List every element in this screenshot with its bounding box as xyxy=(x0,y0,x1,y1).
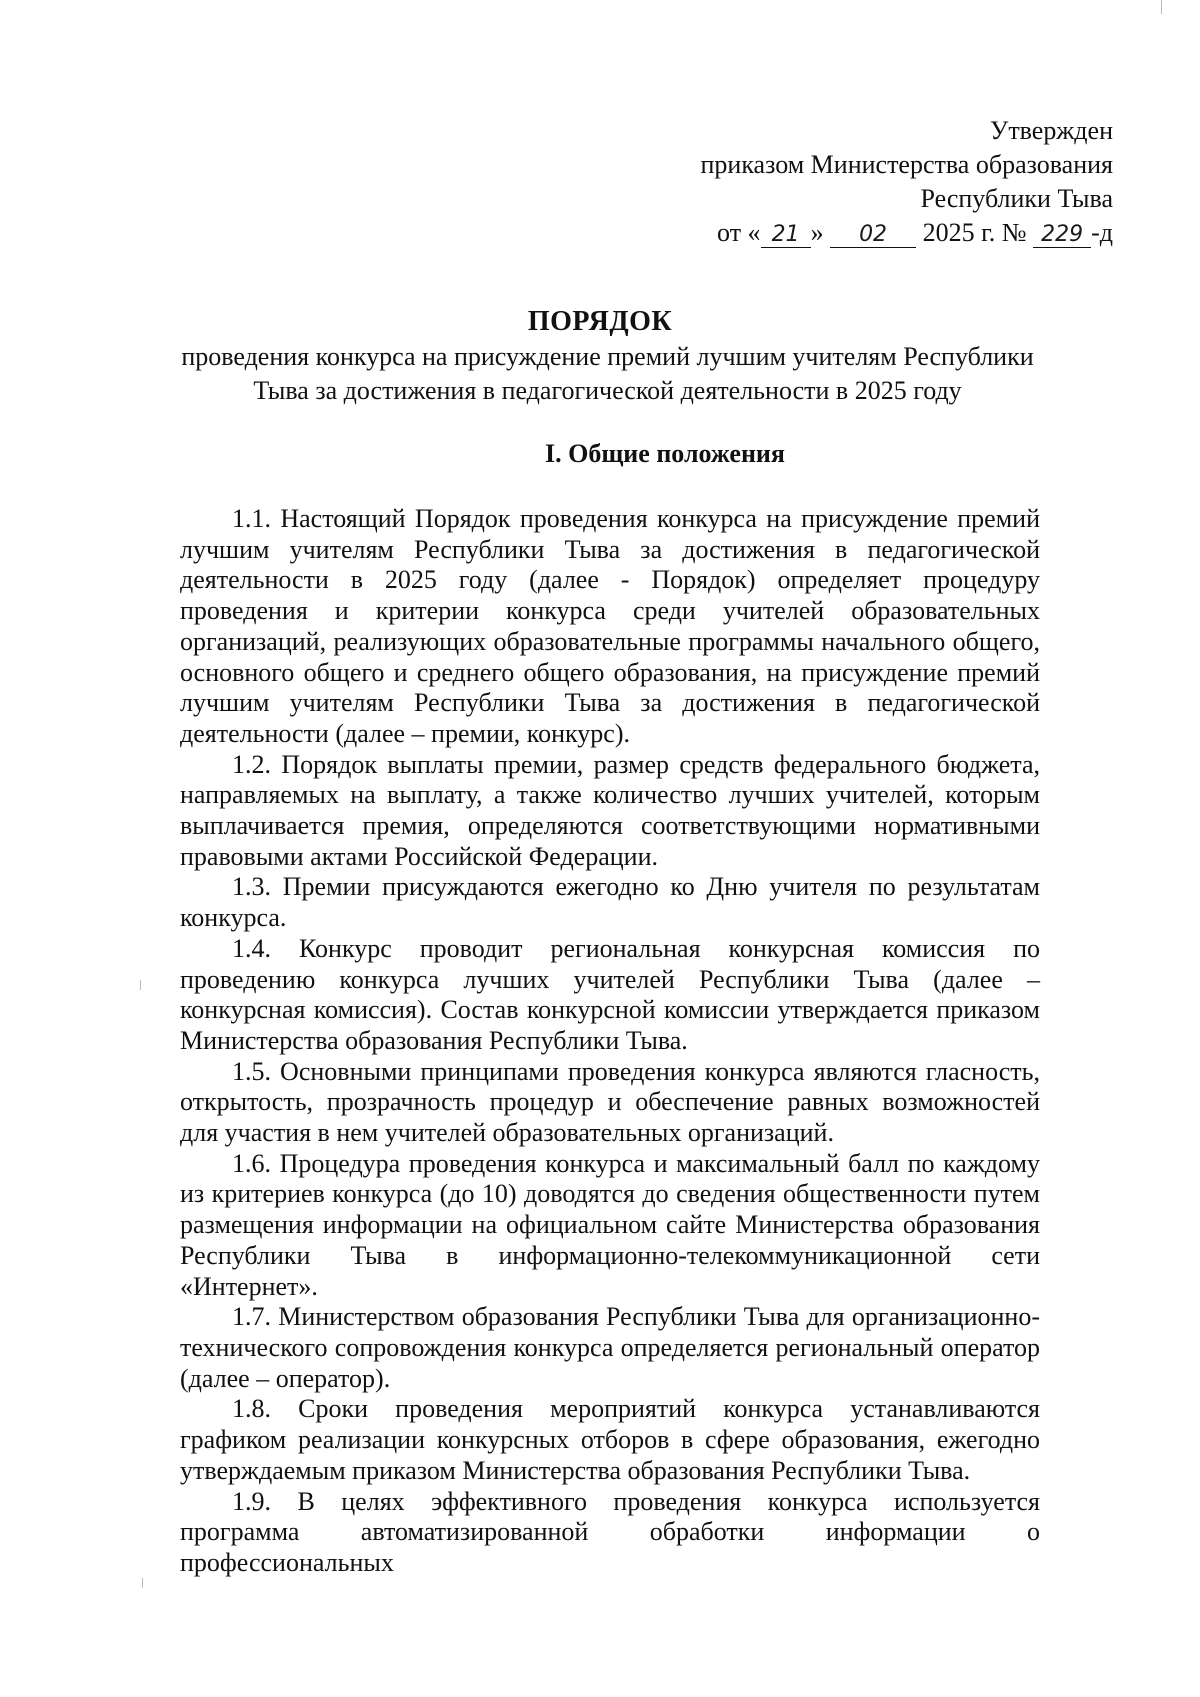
paragraph-1-5: 1.5. Основными принципами проведения конкурса являются гласность, открытость, прозрачность процедур и обеспечение равных возможностей для участия в нем учителей образовательных организаций. xyxy=(180,1056,1040,1148)
document-title: ПОРЯДОК xyxy=(527,306,673,337)
order-number-suffix: -д xyxy=(1091,218,1113,247)
paragraph-1-9: 1.9. В целях эффективного проведения конкурса используется программа автоматизированной обработки информации о профессиональных xyxy=(180,1486,1040,1577)
handwritten-order-number: 229 xyxy=(1033,223,1091,248)
paragraph-1-4: 1.4. Конкурс проводит региональная конкурсная комиссия по проведению конкурса лучших учителей Республики Тыва (далее – конкурсная комиссия). Состав конкурсной комиссии утверждается приказом Министерства образования Республики Тыва. xyxy=(180,933,1040,1055)
scan-mark xyxy=(140,980,141,990)
date-year-number-label: 2025 г. № xyxy=(922,218,1027,247)
handwritten-day: 21 xyxy=(761,223,811,248)
paragraph-1-3: 1.3. Премии присуждаются ежегодно ко Дню учителя по результатам конкурса. xyxy=(180,872,1040,933)
document-subtitle: проведения конкурса на присуждение премий лучшим учителям Республики Тыва за достижения в педагогической деятельности в 2025 году xyxy=(181,342,1034,405)
paragraph-1-1: 1.1. Настоящий Порядок проведения конкурса на присуждение премий лучшим учителям Республики Тыва за достижения в педагогической деятельности в 2025 году (далее - Порядок) определяет процедуру проведения и критерии конкурса среди учителей образовательных организаций, реализующих образовательные программы начального общего, основного общего и среднего общего образования, на присуждение премий лучшим учителям Республики Тыва за достижения в педагогической деятельности (далее – премии, конкурс). xyxy=(180,504,1040,748)
paragraph-1-7: 1.7. Министерством образования Республики Тыва для организационно-технического сопровождения конкурса определяется региональный оператор (далее – оператор). xyxy=(180,1302,1040,1393)
handwritten-month: 02 xyxy=(830,223,916,248)
approval-line-republic: Республики Тыва xyxy=(920,184,1113,213)
approval-date-line xyxy=(700,216,1113,250)
approval-line-approved: Утвержден xyxy=(989,116,1113,145)
section-heading: I. Общие положения xyxy=(545,439,785,468)
scan-mark xyxy=(142,1578,143,1588)
paragraph-1-2: 1.2. Порядок выплаты премии, размер средств федерального бюджета, направляемых на выплату, а также количество лучших учителей, которым выплачивается премия, определяются соответствующими нормативными правовыми актами Российской Федерации. xyxy=(180,749,1040,871)
document-body xyxy=(180,504,1040,1579)
paragraph-1-6: 1.6. Процедура проведения конкурса и максимальный балл по каждому из критериев конкурса (до 10) доводятся до сведения общественности путем размещения информации на официальном сайте Министерства образования Республики Тыва в информационно-телекоммуникационной сети «Интернет». xyxy=(180,1148,1040,1301)
scan-mark xyxy=(1161,0,1162,14)
approval-stamp-block xyxy=(700,114,1113,250)
date-prefix: от « xyxy=(717,218,761,247)
approval-line-order: приказом Министерства образования xyxy=(700,150,1113,179)
date-day-close: » xyxy=(810,218,824,247)
paragraph-1-8: 1.8. Сроки проведения мероприятий конкурса устанавливаются графиком реализации конкурсных отборов в сфере образования, ежегодно утверждаемым приказом Министерства образования Республики Тыва. xyxy=(180,1394,1040,1485)
